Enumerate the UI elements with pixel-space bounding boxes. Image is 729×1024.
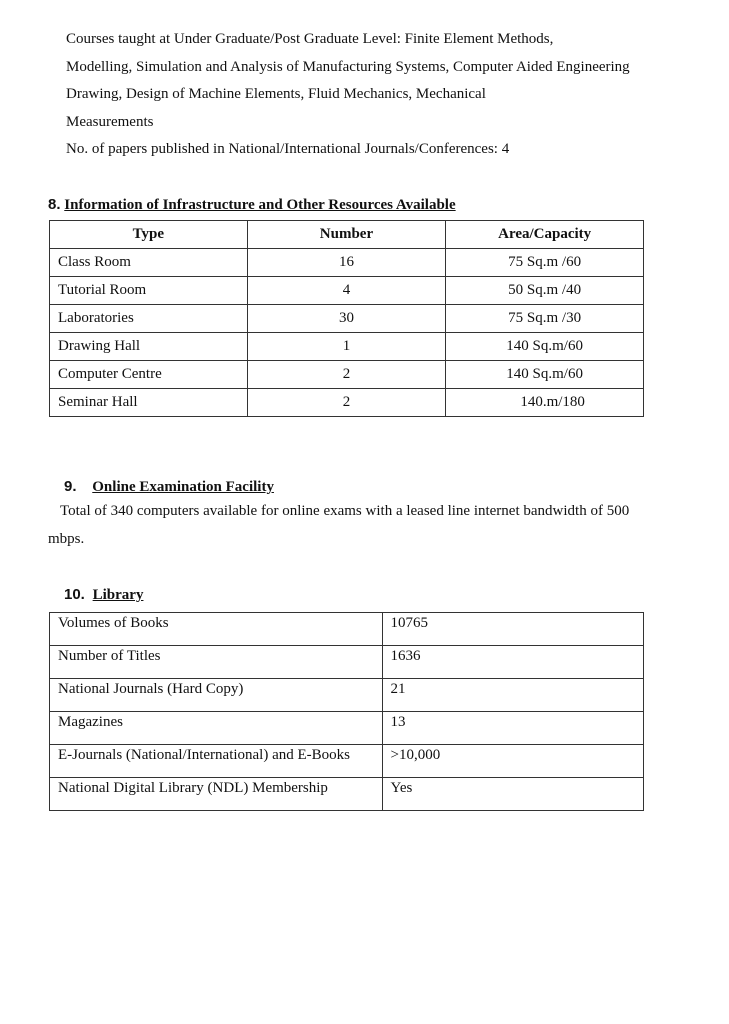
item-cell: National Digital Library (NDL) Membership <box>50 778 383 811</box>
value-cell: Yes <box>382 778 643 811</box>
number-cell: 2 <box>247 389 446 417</box>
section-10-heading <box>64 586 143 604</box>
section-8-heading <box>48 196 456 214</box>
area-cell: 140.m/180 <box>446 389 644 417</box>
table-row <box>50 249 644 277</box>
item-cell: E-Journals (National/International) and E-Books <box>50 745 383 778</box>
number-cell: 1 <box>247 333 446 361</box>
section-title: Information of Infrastructure and Other Resources Available <box>64 197 456 213</box>
area-cell: 75 Sq.m /60 <box>446 249 644 277</box>
table-row <box>50 745 644 778</box>
column-header: Area/Capacity <box>446 221 644 249</box>
value-cell: 21 <box>382 679 643 712</box>
type-cell: Tutorial Room <box>50 277 248 305</box>
type-cell: Computer Centre <box>50 361 248 389</box>
type-cell: Laboratories <box>50 305 248 333</box>
paragraph-line: Measurements <box>66 114 154 130</box>
number-cell: 2 <box>247 361 446 389</box>
paragraph-line: No. of papers published in National/International Journals/Conferences: 4 <box>66 141 510 157</box>
infrastructure-table <box>49 220 644 417</box>
table-row <box>50 277 644 305</box>
area-cell: 50 Sq.m /40 <box>446 277 644 305</box>
online-exam-text-line1: Total of 340 computers available for online exams with a leased line internet bandwidth of 500 <box>60 503 630 519</box>
table-row <box>50 778 644 811</box>
section-number: 10. <box>64 586 85 603</box>
table-row <box>50 613 644 646</box>
section-title: Library <box>92 587 144 603</box>
table-header-row <box>50 221 644 249</box>
table-row <box>50 305 644 333</box>
section-9-heading <box>64 478 274 496</box>
value-cell: 1636 <box>382 646 643 679</box>
online-exam-text-line2: mbps. <box>48 531 85 547</box>
table-row <box>50 646 644 679</box>
paragraph-line: Modelling, Simulation and Analysis of Manufacturing Systems, Computer Aided Engineering <box>66 59 630 75</box>
number-cell: 4 <box>247 277 446 305</box>
section-number: 8. <box>48 196 61 213</box>
paragraph-line: Drawing, Design of Machine Elements, Fluid Mechanics, Mechanical <box>66 86 486 102</box>
table-row <box>50 333 644 361</box>
column-header: Type <box>50 221 248 249</box>
section-number: 9. <box>64 478 77 495</box>
area-cell: 140 Sq.m/60 <box>446 333 644 361</box>
item-cell: Volumes of Books <box>50 613 383 646</box>
table-row <box>50 712 644 745</box>
table-row <box>50 679 644 712</box>
column-header: Number <box>247 221 446 249</box>
type-cell: Drawing Hall <box>50 333 248 361</box>
section-title: Online Examination Facility <box>92 479 274 495</box>
library-table <box>49 612 644 811</box>
number-cell: 16 <box>247 249 446 277</box>
table-row <box>50 389 644 417</box>
area-cell: 75 Sq.m /30 <box>446 305 644 333</box>
table-row <box>50 361 644 389</box>
item-cell: Magazines <box>50 712 383 745</box>
type-cell: Seminar Hall <box>50 389 248 417</box>
paragraph-line: Courses taught at Under Graduate/Post Graduate Level: Finite Element Methods, <box>66 31 554 47</box>
type-cell: Class Room <box>50 249 248 277</box>
value-cell: 10765 <box>382 613 643 646</box>
item-cell: Number of Titles <box>50 646 383 679</box>
value-cell: >10,000 <box>382 745 643 778</box>
item-cell: National Journals (Hard Copy) <box>50 679 383 712</box>
value-cell: 13 <box>382 712 643 745</box>
number-cell: 30 <box>247 305 446 333</box>
area-cell: 140 Sq.m/60 <box>446 361 644 389</box>
